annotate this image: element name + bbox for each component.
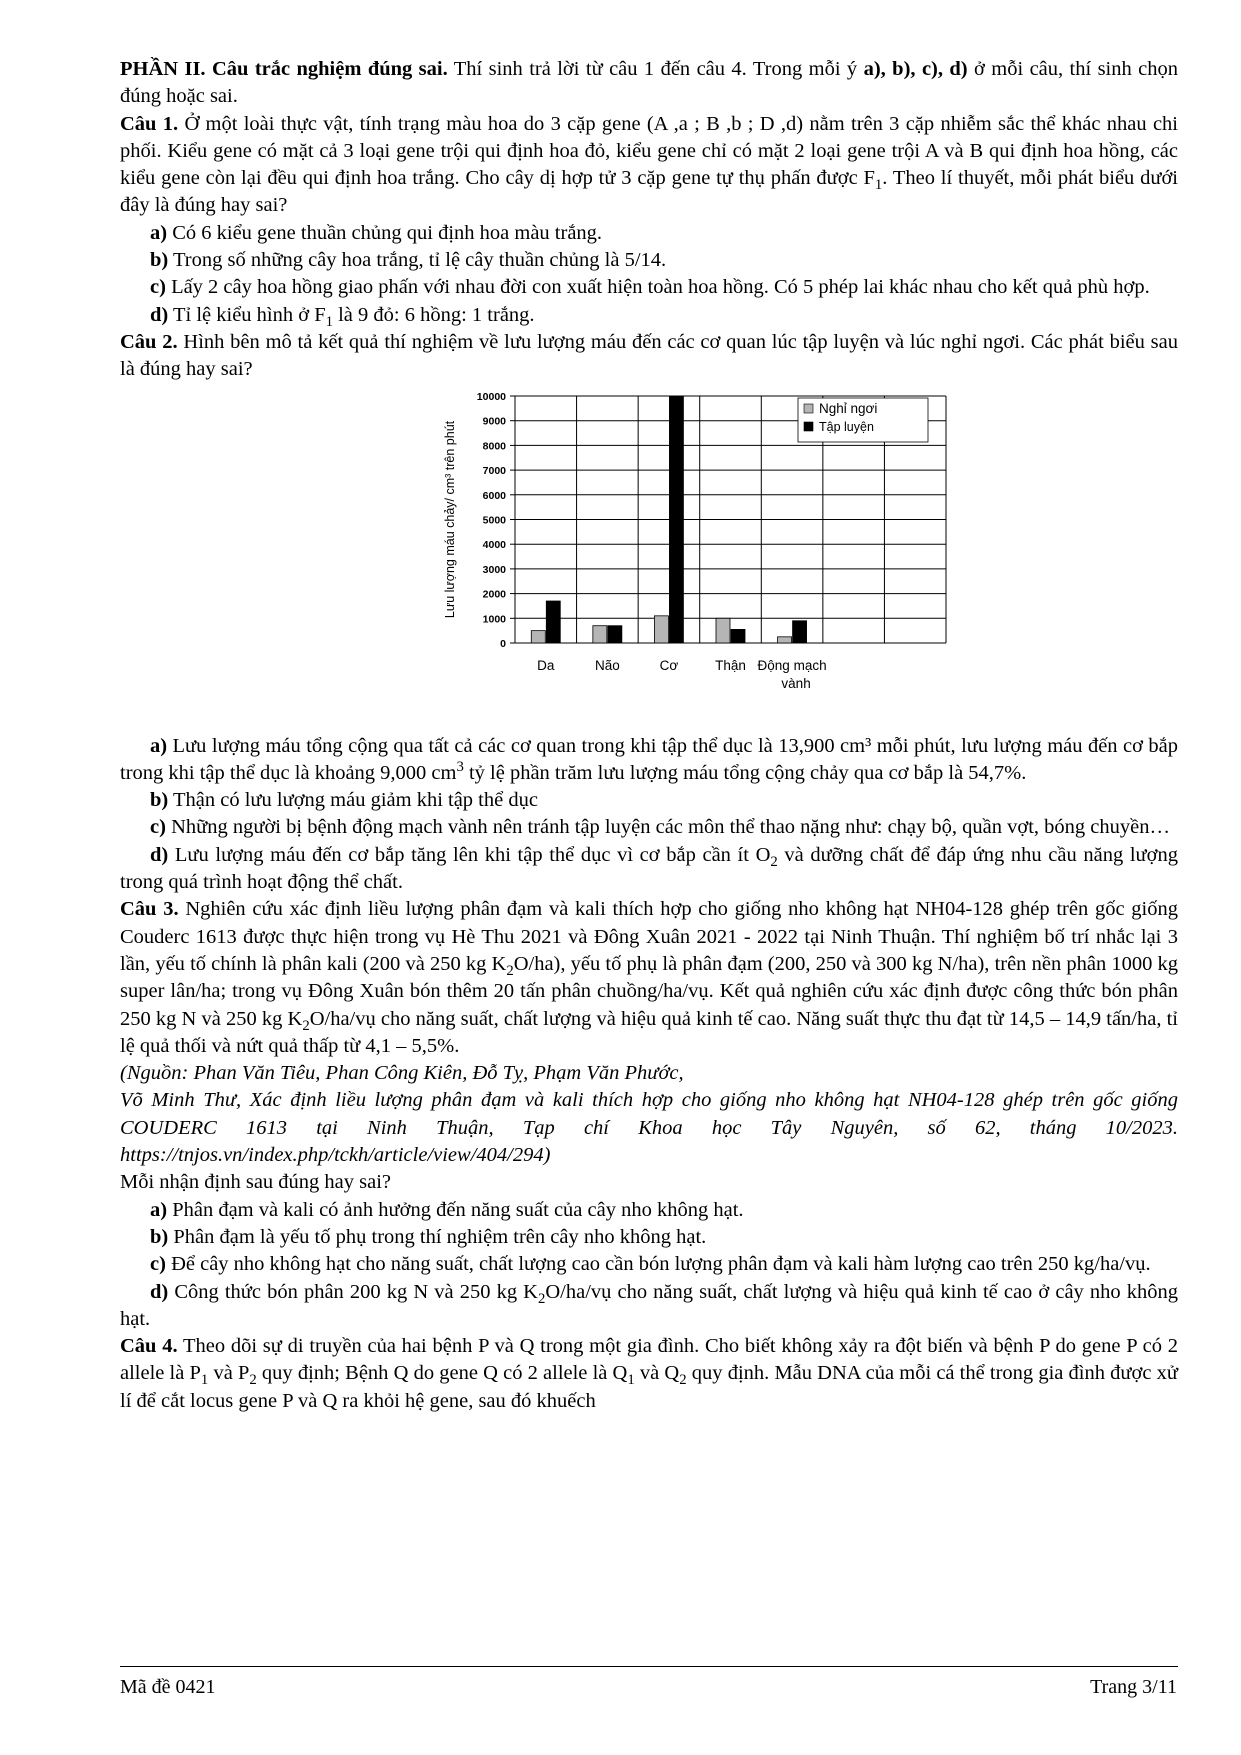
option-subscript: 2 xyxy=(537,1290,546,1307)
part-intro xyxy=(120,56,1178,111)
question-4-subscript: 2 xyxy=(249,1372,257,1389)
y-tick-label: 1000 xyxy=(482,612,506,625)
legend-label: Tập luyện xyxy=(819,419,874,434)
question-2-option-b xyxy=(120,787,1178,814)
question-1-stem xyxy=(120,111,1178,220)
question-2-label: Câu 2. xyxy=(120,330,178,353)
question-1-option-b xyxy=(120,247,1178,274)
question-3-text-1: Nghiên cứu xác định liều lượng phân đạm và kali thích hợp cho giống nho không hạt NH04-128 ghép trên gốc giống Couderc 1613 được thực hiện trong vụ Hè Thu 2021 và Đông Xuân 2021 - 2022 tại Ninh Thuận. Thí nghiệm bố trí nhắc lại 3 lần, yếu tố chính là phân kali (200 và 250 kg K xyxy=(120,898,1178,975)
option-label: d) xyxy=(150,843,169,866)
question-3-stem xyxy=(120,896,1178,1060)
question-3-option-a xyxy=(120,1197,1178,1224)
page-number: Trang 3/11 xyxy=(1090,1676,1177,1698)
question-2-option-c xyxy=(120,814,1178,841)
option-label: c) xyxy=(150,1253,166,1276)
question-3-option-b xyxy=(120,1224,1178,1251)
question-4-stem xyxy=(120,1333,1178,1415)
y-tick-label: 6000 xyxy=(482,489,506,502)
option-label: c) xyxy=(150,276,166,299)
option-text: Thận có lưu lượng máu giảm khi tập thể dục xyxy=(168,789,538,812)
y-tick-label: 4000 xyxy=(482,538,506,551)
question-3-option-d xyxy=(120,1279,1178,1334)
x-tick-label: Động mạch xyxy=(757,657,827,673)
bar-chart-svg xyxy=(356,386,1056,733)
option-text: Để cây nho không hạt cho năng suất, chất lượng cao cần bón lượng phân đạm và kali hàm lượng cao trên 250 kg/ha/vụ. xyxy=(165,1253,1151,1276)
x-tick-label: Não xyxy=(594,657,620,673)
y-tick-label: 10000 xyxy=(476,390,506,403)
legend-swatch xyxy=(804,404,813,413)
option-text: Lưu lượng máu đến cơ bắp tăng lên khi tập thể dục vì cơ bắp cần ít O xyxy=(168,843,771,866)
option-text: Công thức bón phân 200 kg N và 250 kg K xyxy=(168,1280,538,1303)
y-tick-label: 3000 xyxy=(482,563,506,576)
option-text: và dưỡng chất để đáp ứng nhu cầu năng lượng trong quá trình hoạt động thể chất. xyxy=(120,843,1179,894)
question-4-text: và P xyxy=(208,1362,250,1385)
option-superscript: 3 xyxy=(456,759,464,776)
blood-flow-chart xyxy=(120,386,1178,733)
y-tick-label: 9000 xyxy=(482,415,506,428)
question-3-option-c xyxy=(120,1251,1178,1278)
question-2-option-d xyxy=(120,842,1178,897)
bar-exercise xyxy=(546,601,560,643)
question-1-option-d xyxy=(120,302,1178,329)
option-text: Phân đạm và kali có ảnh hưởng đến năng suất của cây nho không hạt. xyxy=(167,1198,744,1221)
bar-exercise xyxy=(669,396,683,643)
page-content xyxy=(120,56,1178,1415)
question-1-label: Câu 1. xyxy=(120,112,179,135)
exam-code: Mã đề 0421 xyxy=(120,1676,216,1698)
bar-rest xyxy=(778,636,792,642)
option-label: a) xyxy=(150,734,168,757)
option-text: là 9 đỏ: 6 hồng: 1 trắng. xyxy=(332,303,535,326)
y-tick-label: 8000 xyxy=(482,439,506,452)
legend-swatch xyxy=(804,422,813,431)
question-3-prompt: Mỗi nhận định sau đúng hay sai? xyxy=(120,1171,392,1194)
question-3-text-3: O/ha/vụ cho năng suất, chất lượng và hiệu quả kinh tế cao. Năng suất thực thu đạt từ 14,5 – 14,9 tấn/ha, tỉ lệ quả thối và nứt quả thấp từ 4,1 – 5,5%. xyxy=(120,1007,1178,1057)
question-2-option-a xyxy=(120,733,1178,788)
y-tick-label: 5000 xyxy=(482,514,506,527)
option-label: a) xyxy=(150,221,168,244)
option-subscript: 1 xyxy=(325,313,333,330)
option-label: c) xyxy=(150,816,166,839)
option-text: Tỉ lệ kiểu hình ở F xyxy=(168,303,326,326)
bar-rest xyxy=(593,625,607,642)
question-4-subscript: 1 xyxy=(200,1372,209,1389)
option-text: Phân đạm là yếu tố phụ trong thí nghiệm trên cây nho không hạt. xyxy=(168,1225,707,1248)
legend-label: Nghỉ ngơi xyxy=(819,400,878,416)
x-tick-label: Cơ xyxy=(659,657,679,673)
option-label: b) xyxy=(150,789,169,812)
part-intro-options: a), b), c), d) xyxy=(863,58,968,80)
question-3-label: Câu 3. xyxy=(120,898,179,921)
y-tick-label: 7000 xyxy=(482,464,506,477)
option-label: a) xyxy=(150,1198,168,1221)
option-subscript: 2 xyxy=(770,853,778,870)
question-3-subscript-2: 2 xyxy=(302,1017,310,1034)
option-text: Trong số những cây hoa trắng, tỉ lệ cây thuần chủng là 5/14. xyxy=(168,249,667,272)
question-2-text: Hình bên mô tả kết quả thí nghiệm về lưu lượng máu đến các cơ quan lúc tập luyện và lúc nghỉ ngơi. Các phát biểu sau là đúng hay sai? xyxy=(120,330,1178,381)
question-3-subscript-1: 2 xyxy=(506,963,514,980)
y-tick-label: 2000 xyxy=(482,588,506,601)
question-4-subscript: 2 xyxy=(679,1372,687,1389)
question-1-option-c xyxy=(120,274,1178,301)
bar-rest xyxy=(531,630,545,642)
question-3-source-line-1: (Nguồn: Phan Văn Tiêu, Phan Công Kiên, Đỗ Tỵ, Phạm Văn Phước, xyxy=(120,1062,684,1085)
option-text: Có 6 kiểu gene thuần chủng qui định hoa màu trắng. xyxy=(167,221,603,244)
bar-exercise xyxy=(793,620,807,642)
part-intro-text-2: ở mỗi câu, thí sinh chọn đúng hoặc sai. xyxy=(120,58,1179,108)
question-4-text: Theo dõi sự di truyền của hai bệnh P và Q trong một gia đình. Cho biết không xảy ra đột biến và bệnh P do gene P có 2 allele là P xyxy=(120,1335,1178,1385)
footer-divider xyxy=(120,1666,1178,1667)
option-label: d) xyxy=(150,303,169,326)
question-4-text: quy định. Mẫu DNA của mỗi cá thể trong gia đình được xử lí để cắt locus gene P và Q ra khỏi hệ gene, sau đó khuếch xyxy=(120,1362,1178,1412)
question-3-source-line-2: Võ Minh Thư, Xác định liều lượng phân đạm và kali thích hợp cho giống nho không hạt NH04-128 ghép trên gốc giống COUDERC 1613 tại Ninh Thuận, Tạp chí Khoa học Tây Nguyên, số 62, tháng 10/2023. https://tnjos.vn/index.php/tckh/article/view/404/294) xyxy=(120,1089,1178,1167)
option-text: tỷ lệ phần trăm lưu lượng máu tổng cộng chảy qua cơ bắp là 54,7%. xyxy=(463,761,1027,784)
y-tick-label: 0 xyxy=(500,637,506,650)
question-1-text-a: Ở một loài thực vật, tính trạng màu hoa do 3 cặp gene (A ,a ; B ,b ; D ,d) nằm trên 3 cặp nhiễm sắc thể khác nhau chi phối. Kiểu gene có mặt cả 3 loại gene trội qui định hoa đỏ, kiểu gene chỉ có mặt 2 loại gene trội A và B qui định hoa hồng, các kiểu gene còn lại đều qui định hoa trắng. Cho cây dị hợp tử 3 cặp gene tự thụ phấn được F xyxy=(120,112,1178,190)
question-4-subscript: 1 xyxy=(627,1372,635,1389)
bar-exercise xyxy=(608,625,622,642)
x-tick-label: Da xyxy=(537,657,555,673)
y-axis-label: Lưu lượng máu chảy/ cm³ trên phút xyxy=(443,420,457,618)
question-3-text-2: O/ha), yếu tố phụ là phân đạm (200, 250 và 300 kg N/ha), trên nền phân 1000 kg super lân/ha; trong vụ Đông Xuân bón thêm 20 tấn phân chuồng/ha/vụ. Kết quả nghiên cứu xác định được công thức bón phân 250 kg N và 250 kg K xyxy=(120,952,1178,1030)
x-tick-label: vành xyxy=(781,675,811,691)
question-4-label: Câu 4. xyxy=(120,1335,178,1358)
question-1-option-a xyxy=(120,220,1178,247)
bar-rest xyxy=(654,615,668,642)
question-4-text: và Q xyxy=(634,1362,680,1385)
question-1-subscript: 1 xyxy=(874,177,883,194)
option-label: b) xyxy=(150,249,169,272)
question-2-stem xyxy=(120,329,1178,384)
option-label: d) xyxy=(150,1280,169,1303)
bar-exercise xyxy=(731,629,745,643)
part-intro-text: Thí sinh trả lời từ câu 1 đến câu 4. Trong mỗi ý xyxy=(447,58,864,80)
x-tick-label: Thận xyxy=(715,657,746,673)
option-label: b) xyxy=(150,1225,169,1248)
option-text: Lấy 2 cây hoa hồng giao phấn với nhau đời con xuất hiện toàn hoa hồng. Có 5 phép lai khác nhau cho kết quả phù hợp. xyxy=(165,276,1150,299)
option-text: Những người bị bệnh động mạch vành nên tránh tập luyện các môn thể thao nặng như: chạy bộ, quần vợt, bóng chuyền… xyxy=(165,816,1170,839)
bar-rest xyxy=(716,618,730,643)
option-text: Lưu lượng máu tổng cộng qua tất cả các cơ quan trong khi tập thể dục là 13,900 cm³ mỗi phút, lưu lượng máu đến cơ bắp trong khi tập thể dục là khoảng 9,000 cm xyxy=(120,734,1178,784)
question-1-text-b: . Theo lí thuyết, mỗi phát biểu dưới đây là đúng hay sai? xyxy=(120,167,1179,217)
part-heading: PHẦN II. Câu trắc nghiệm đúng sai. xyxy=(120,58,448,80)
question-4-text: quy định; Bệnh Q do gene Q có 2 allele là Q xyxy=(256,1362,628,1385)
option-text: O/ha/vụ cho năng suất, chất lượng và hiệu quả kinh tế cao ở cây nho không hạt. xyxy=(120,1280,1178,1330)
